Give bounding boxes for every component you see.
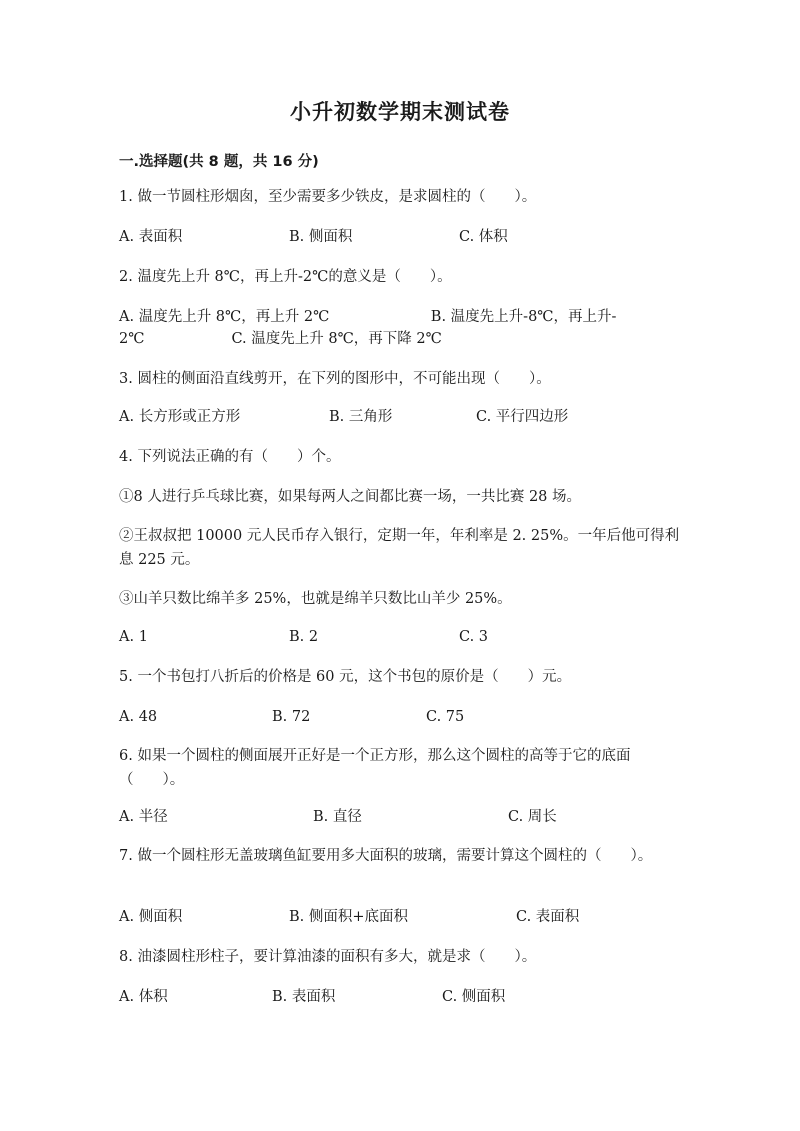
q7-option-a: A. 侧面积 bbox=[119, 909, 183, 925]
q1-option-a: A. 表面积 bbox=[119, 229, 183, 245]
question-5: 5. 一个书包打八折后的价格是 60 元，这个书包的原价是（ ）元。 bbox=[119, 669, 572, 685]
q6-option-a: A. 半径 bbox=[119, 809, 168, 825]
question-2: 2. 温度先上升 8℃，再上升-2℃的意义是（ ）。 bbox=[119, 269, 452, 285]
page-title: 小升初数学期末测试卷 bbox=[290, 100, 510, 124]
q6-option-c: C. 周长 bbox=[508, 809, 557, 825]
question-7: 7. 做一个圆柱形无盖玻璃鱼缸要用多大面积的玻璃，需要计算这个圆柱的（ ）。 bbox=[119, 848, 653, 864]
q6-option-b: B. 直径 bbox=[313, 809, 362, 825]
q4-option-a: A. 1 bbox=[119, 629, 148, 645]
q8-option-a: A. 体积 bbox=[119, 989, 168, 1005]
q3-option-a: A. 长方形或正方形 bbox=[119, 409, 241, 425]
question-8: 8. 油漆圆柱形柱子，要计算油漆的面积有多大，就是求（ ）。 bbox=[119, 949, 537, 965]
question-1: 1. 做一节圆柱形烟囱，至少需要多少铁皮，是求圆柱的（ ）。 bbox=[119, 189, 537, 205]
q8-option-c: C. 侧面积 bbox=[442, 989, 506, 1005]
q5-option-c: C. 75 bbox=[426, 709, 465, 725]
q3-option-b: B. 三角形 bbox=[329, 409, 393, 425]
q5-option-a: A. 48 bbox=[119, 709, 158, 725]
q5-option-b: B. 72 bbox=[272, 709, 311, 725]
question-4: 4. 下列说法正确的有（ ）个。 bbox=[119, 449, 341, 465]
q3-option-c: C. 平行四边形 bbox=[476, 409, 569, 425]
q4-statement-3: ③山羊只数比绵羊多 25%，也就是绵羊只数比山羊少 25%。 bbox=[119, 591, 512, 607]
section-heading: 一.选择题(共 8 题，共 16 分) bbox=[119, 154, 319, 170]
q4-option-c: C. 3 bbox=[459, 629, 489, 645]
q7-option-b: B. 侧面积+底面积 bbox=[289, 909, 409, 925]
question-3: 3. 圆柱的侧面沿直线剪开，在下列的图形中，不可能出现（ ）。 bbox=[119, 371, 551, 387]
question-6: 6. 如果一个圆柱的侧面展开正好是一个正方形，那么这个圆柱的高等于它的底面（ ）。 bbox=[119, 748, 631, 788]
q7-option-c: C. 表面积 bbox=[516, 909, 580, 925]
q2-options-line-2: 2℃ C. 温度先上升 8℃，再下降 2℃ bbox=[119, 331, 442, 347]
q4-option-b: B. 2 bbox=[289, 629, 319, 645]
q4-statement-2: ②王叔叔把 10000 元人民币存入银行，定期一年，年利率是 2. 25%。一年后他可得利息 225 元。 bbox=[119, 528, 680, 568]
q1-option-b: B. 侧面积 bbox=[289, 229, 353, 245]
q1-option-c: C. 体积 bbox=[459, 229, 508, 245]
q4-statement-1: ①8 人进行乒乓球比赛，如果每两人之间都比赛一场，一共比赛 28 场。 bbox=[119, 489, 582, 505]
q2-options-line-1: A. 温度先上升 8℃，再上升 2℃ B. 温度先上升-8℃，再上升- bbox=[119, 309, 617, 325]
q8-option-b: B. 表面积 bbox=[272, 989, 336, 1005]
